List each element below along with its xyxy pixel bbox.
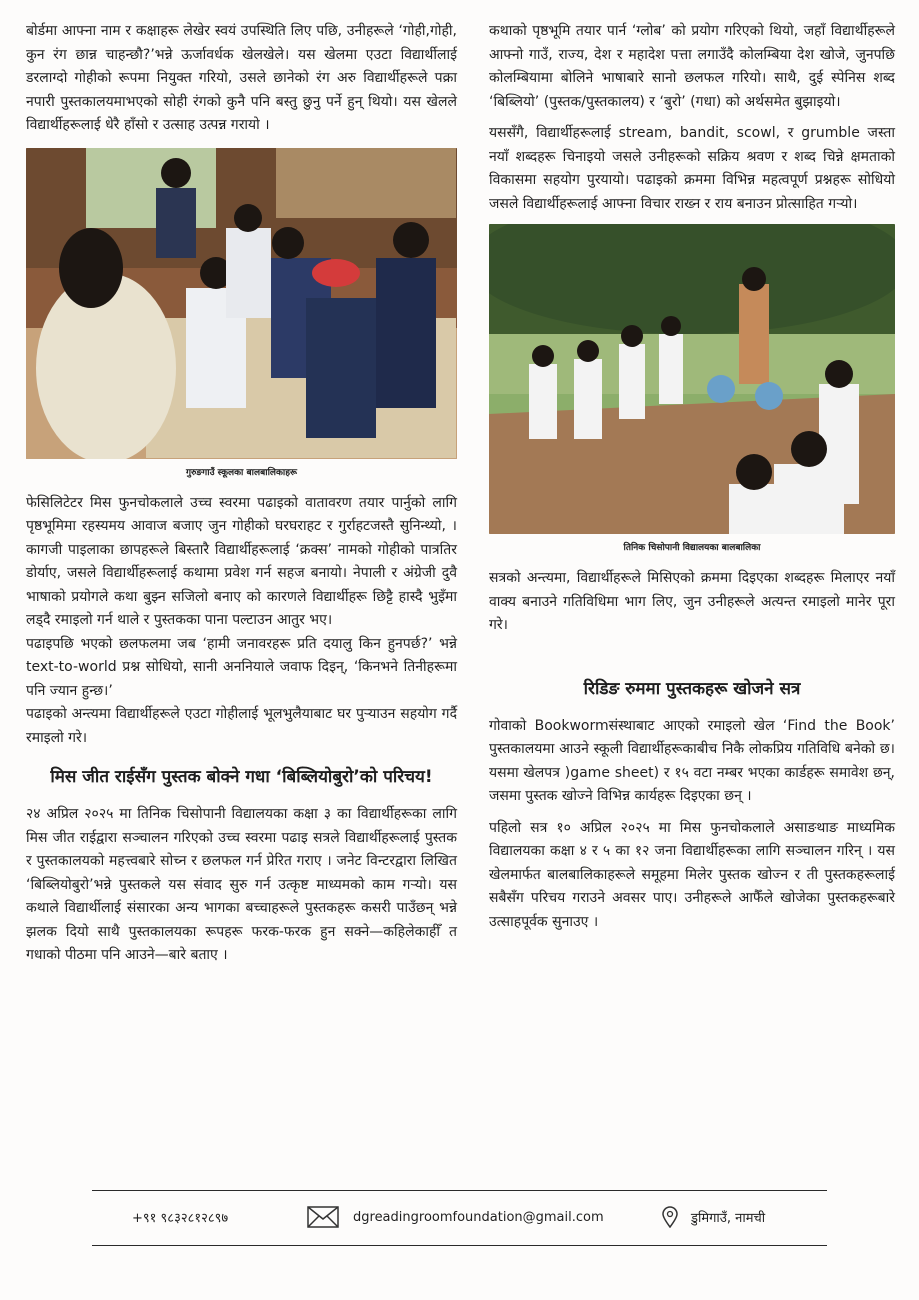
footer-phone: +९१ ९८३२८१२८९७ [132, 1211, 229, 1226]
right-column [489, 20, 895, 942]
left-paragraph-5: २४ अप्रिल २०२५ मा तिनिक चिसोपानी विद्यालयका कक्षा ३ का विद्यार्थीहरूका लागि मिस जीत राईद्वारा सञ्चालन गरिएको उच्च स्वरमा पढाइ सत्रले विद्यार्थीहरूलाई पुस्तक र पुस्तकालयको महत्त्वबारे सोच्न र छलफल गर्न प्रेरित गराए । जनेट विन्टरद्वारा लिखित ‘बिब्लियोबुरो’भन्ने पुस्तकले यस संवाद सुरु गर्न उत्कृष्ट माध्यमको काम गर्‍यो। यस कथाले विद्यार्थीलाई संसारका अन्य भागका बच्चाहरूले पुस्तकहरू कसरी पाउँछन् भन्ने झलक दियो साथै पुस्तकालयका रूपहरू फरक-फरक हुन सक्ने—कहिलेकाहीँ त गधाको पीठमा पनि आउने—बारे बताए । [26, 806, 457, 963]
footer-top-rule [92, 1190, 827, 1191]
left-paragraph-1: बोर्डमा आफ्ना नाम र कक्षाहरू लेखेर स्वयं उपस्थिति लिए पछि, उनीहरूले ‘गोही,गोही, कुन रंग छान्न चाहन्छौ?’भन्ने ऊर्जावर्धक खेलखेले। यस खेलमा एउटा विद्यार्थीलाई डरलाग्दो गोहीको रूपमा नियुक्त गरियो, उसले छानेको रंग अरु विद्यार्थीहरूले पक्रा नपारी पुस्तकालयमाभएको सोही रंगको कुनै पनि बस्तु छुनु पर्ने हुन् थियो। यस खेलले विद्यार्थीहरूलाई धेरै हाँसो र उत्साह उत्पन्न गरायो । [26, 23, 457, 133]
right-paragraph-1: कथाको पृष्ठभूमि तयार पार्न ‘ग्लोब’ को प्रयोग गरिएको थियो, जहाँ विद्यार्थीहरूले आफ्नो गाउँ, राज्य, देश र महादेश पत्ता लगाउँदै कोलम्बिया देश खोजे, जुनपछि कोलम्बियामा बोलिने भाषाबारे सानो छलफल गरियो। साथै, दुई स्पेनिस शब्द ‘बिब्लियो’ (पुस्तक/पुस्तकालय) र ‘बुरो’ (गधा) को अर्थसमेत बुझाइयो। [489, 23, 895, 110]
photo-tinik-chisopani-school [489, 224, 895, 534]
section-heading-reading-room: रिडिङ रुममा पुस्तकहरू खोजने सत्र [583, 678, 801, 699]
photo-gurunggaun-school [26, 148, 457, 459]
location-pin-icon [661, 1206, 679, 1228]
section-heading-bibliobarro: मिस जीत राईसँग पुस्तक बोक्ने गधा ‘बिब्लियोबुरो’को परिचय! [50, 767, 433, 787]
photo-caption-gurunggaun: गुरुङगाउँ स्कूलका बालबालिकाहरू [185, 467, 298, 478]
left-paragraph-3: पढाइपछि भएको छलफलमा जब ‘हामी जनावरहरू प्रति दयालु किन हुनपर्छ?’ भन्ने text-to-world प्रश्न सोधियो, सानी अननियाले जवाफ दिइन्, ‘किनभने तिनीहरूमा पनि ज्यान हुन्छ।’ [26, 635, 457, 699]
left-column [26, 20, 457, 976]
footer-contact-bar [92, 1202, 827, 1232]
right-paragraph-4: गोवाको Bookwormसंस्थाबाट आएको रमाइलो खेल ‘Find the Book’ पुस्तकालयमा आउने स्कूली विद्यार्थीहरूकाबीच निकै लोकप्रिय गतिविधि बनेको छ।यसमा खेलपत्र )game sheet) र १५ वटा नम्बर भएका कार्डहरू समावेश छन्, जसमा पुस्तक खोज्ने विभिन्न कार्यहरू दिइएका छन् । [489, 717, 895, 804]
right-paragraph-3: सत्रको अन्त्यमा, विद्यार्थीहरूले मिसिएको क्रममा दिइएका शब्दहरू मिलाएर नयाँ वाक्य बनाउने गतिविधिमा भाग लिए, जुन उनीहरूले अत्यन्त रमाइलो मानेर पूरा गरे। [489, 570, 895, 633]
right-paragraph-5: पहिलो सत्र १० अप्रिल २०२५ मा मिस फुनचोकलाले असाङथाङ माध्यमिक विद्यालयका कक्षा ४ र ५ का १२ जना विद्यार्थीहरूका लागि सञ्चालन गरिन् । यस खेलमार्फत बालबालिकाहरूले समूहमा मिलेर पुस्तक खोज्न र ती पुस्तकहरूलाई सबैसँग परिचय गराउने अवसर पाए। उनीहरूले आफैँले खोजेका पुस्तकहरूबारे उत्साहपूर्वक सुनाउए । [489, 819, 895, 930]
photo-caption-tinik-chisopani: तिनिक चिसोपानी विद्यालयका बालबालिका [623, 543, 761, 553]
footer-bottom-rule [92, 1245, 827, 1246]
outdoor-globe-photo-illustration [489, 224, 895, 534]
mail-icon [307, 1206, 339, 1228]
left-paragraph-2: फेसिलिटेटर मिस फुनचोकलाले उच्च स्वरमा पढाइको वातावरण तयार पार्नुको लागि पृष्ठभूमिमा रहस्यमय आवाज बजाए जुन गोहीको घरघराहट र गुर्राहटजस्तै सुनिन्थ्यो, । कागजी पाइलाका छापहरूले बिस्तारै विद्यार्थीहरूलाई ‘क्रक्स’ नामको गोहीको पात्रतिर डोर्याए, जसले विद्यार्थीहरूलाई कथामा प्रवेश गर्न सहज बनायो। नेपाली र अंग्रेजी दुवै भाषाको प्रयोगले कथा बुझ्न सजिलो बनाए को कारणले विद्यार्थीहरू छिट्टै हास्दै भुइँमा लड्दै रमाइलो गर्न थाले र पुस्तकका पाना पल्टाउन आतुर भए। [26, 494, 457, 628]
footer-location: डुमिगाउँ, नामची [691, 1211, 766, 1226]
footer-email[interactable]: dgreadingroomfoundation@gmail.com [353, 1209, 604, 1225]
classroom-photo-illustration [26, 148, 457, 459]
right-paragraph-2: यससँगै, विद्यार्थीहरूलाई stream, bandit, scowl, र grumble जस्ता नयाँ शब्दहरू चिनाइयो जसले उनीहरूको सक्रिय श्रवण र शब्द चिन्ने क्षमताको विकासमा सहयोग पुरयायो। पढाइको क्रममा विभिन्न महत्वपूर्ण प्रश्नहरू सोधियो जसले विद्यार्थीहरूलाई आफ्ना विचार राख्न र राय बनाउन प्रोत्साहित गर्‍यो। [489, 125, 895, 212]
left-paragraph-4: पढाइको अन्त्यमा विद्यार्थीहरूले एउटा गोहीलाई भूलभुलैयाबाट घर पुर्‍याउन सहयोग गर्दै रमाइलो गरे। [26, 706, 457, 746]
